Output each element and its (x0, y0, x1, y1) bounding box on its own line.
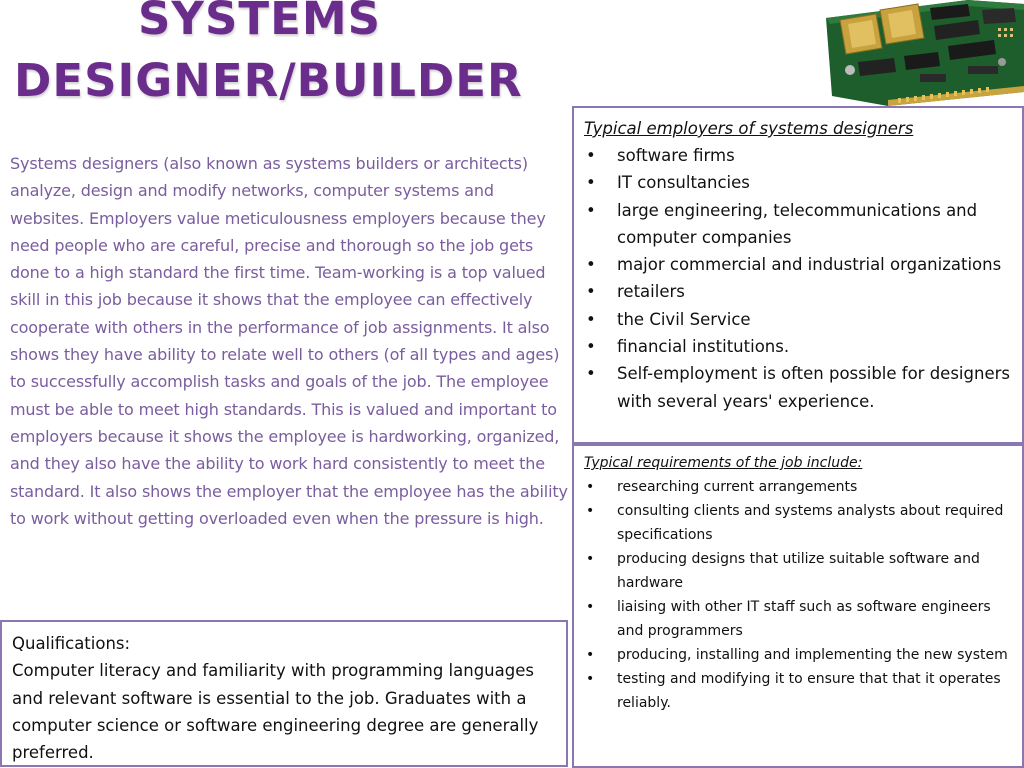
list-item (584, 667, 1016, 715)
list-item-text: liaising with other IT staff such as software engineers and programmers (617, 599, 991, 639)
bullet: • (586, 200, 596, 220)
circuit-board-icon (818, 0, 1024, 106)
slide-title-line-1: SYSTEMS (138, 0, 382, 45)
bullet: • (586, 647, 595, 663)
list-item-text: large engineering, telecommunications and computer companies (617, 200, 978, 247)
bullet: • (586, 146, 596, 165)
list-item (584, 595, 1016, 643)
requirements-heading: Typical requirements of the job include: (584, 455, 863, 471)
requirements-list (584, 475, 1016, 715)
list-item-text: IT consultancies (617, 173, 750, 193)
list-item-text: producing designs that utilize suitable software and hardware (617, 551, 980, 591)
employers-box (572, 106, 1024, 444)
list-item-text: financial institutions. (617, 337, 790, 357)
list-item (584, 475, 1016, 499)
employers-heading: Typical employers of systems designers (584, 119, 914, 138)
qualifications-body: Computer literacy and familiarity with programming languages and relevant software is essential to the job. Graduates with a computer science or software engineering degree are generally preferred. (12, 661, 539, 763)
bullet: • (586, 671, 595, 687)
list-item (584, 169, 1016, 196)
bullet: • (586, 551, 595, 567)
list-item (584, 251, 1016, 278)
bullet: • (586, 364, 596, 384)
list-item (584, 333, 1016, 360)
bullet: • (586, 282, 596, 302)
intro-paragraph: Systems designers (also known as systems builders or architects) analyze, design and modify networks, computer systems and websites. Employers value meticulousness employers because they need people who are careful, precise and thorough so the job gets done to a high standard the first time. Team-working is a top valued skill in this job because it shows that the employee can effectively cooperate with others in the performance of job assignments. It also shows they have ability to relate well to others (of all types and ages) to successfully accomplish tasks and goals of the job. The employee must be able to meet high standards. This is valued and important to employers because it shows the employee is hardworking, organized, and they also have the ability to work hard consistently to meet the standard. It also shows the employer that the employee has the ability to work without getting overloaded even when the pressure is high. (10, 154, 568, 528)
list-item-text: retailers (617, 282, 685, 302)
circuit-board-image (818, 0, 1024, 106)
list-item-text: testing and modifying it to ensure that that it operates reliably. (617, 671, 1001, 711)
list-item (584, 142, 1016, 169)
bullet: • (586, 479, 595, 495)
list-item-text: researching current arrangements (617, 479, 858, 495)
list-item-text: the Civil Service (617, 309, 751, 329)
list-item-text: consulting clients and systems analysts about required specifications (617, 503, 1004, 543)
list-item (584, 547, 1016, 595)
requirements-box (572, 444, 1024, 768)
list-item (584, 278, 1016, 305)
slide-title-line-2: DESIGNER/BUILDER (14, 54, 523, 107)
employers-list (584, 142, 1016, 415)
bullet: • (586, 337, 596, 357)
list-item (584, 360, 1016, 415)
bullet: • (586, 309, 596, 329)
bullet: • (586, 599, 595, 615)
bullet: • (586, 503, 595, 519)
list-item (584, 643, 1016, 667)
bullet: • (586, 255, 596, 275)
bullet: • (586, 173, 596, 193)
list-item-text: software firms (617, 146, 735, 165)
list-item-text: Self-employment is often possible for designers with several years' experience. (617, 364, 1010, 411)
list-item (584, 499, 1016, 547)
list-item-text: producing, installing and implementing the new system (617, 647, 1008, 663)
list-item (584, 306, 1016, 333)
qualifications-heading: Qualifications: (12, 634, 131, 653)
list-item (584, 197, 1016, 252)
list-item-text: major commercial and industrial organizations (617, 255, 1002, 275)
slide-title (14, 0, 523, 112)
qualifications-box (0, 620, 568, 767)
